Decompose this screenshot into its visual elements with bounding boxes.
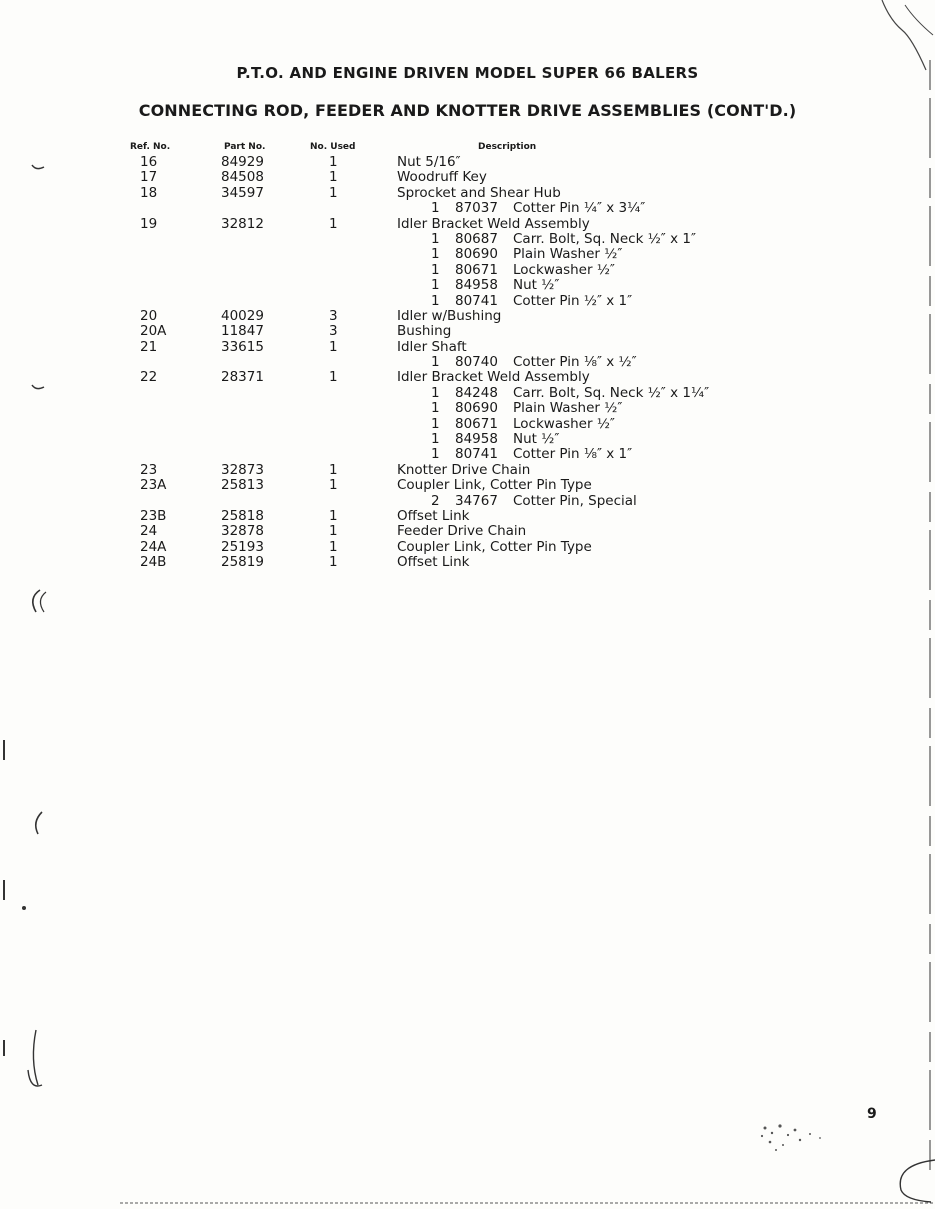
qty-used: 3 xyxy=(329,307,338,324)
sub-parts-row xyxy=(0,432,935,447)
sub-part-no: 80741 xyxy=(455,446,498,463)
sub-qty: 1 xyxy=(431,384,440,401)
ref-no: 20 xyxy=(140,307,158,324)
sub-qty: 1 xyxy=(431,431,440,448)
ref-no: 21 xyxy=(140,338,158,355)
sub-qty: 2 xyxy=(431,492,440,509)
parts-row xyxy=(0,555,935,570)
page-curl xyxy=(905,5,933,35)
sub-description: Cotter Pin ⅛″ x 1″ xyxy=(513,446,633,463)
sub-part-no: 80690 xyxy=(455,400,498,417)
parts-row xyxy=(0,478,935,493)
sub-description: Carr. Bolt, Sq. Neck ½″ x 1¼″ xyxy=(513,384,710,401)
qty-used: 1 xyxy=(329,538,338,555)
description: Bushing xyxy=(397,323,452,340)
sub-description: Plain Washer ½″ xyxy=(513,400,623,417)
qty-used: 1 xyxy=(329,477,338,494)
qty-used: 3 xyxy=(329,323,338,340)
sub-part-no: 34767 xyxy=(455,492,498,509)
sub-part-no: 80687 xyxy=(455,230,498,247)
header-part-no: Part No. xyxy=(224,142,266,152)
qty-used: 1 xyxy=(329,461,338,478)
part-no: 25193 xyxy=(221,538,264,555)
hole-mark xyxy=(36,812,42,834)
part-no: 32812 xyxy=(221,215,264,232)
parts-row xyxy=(0,155,935,170)
sub-parts-row xyxy=(0,355,935,370)
sub-parts-row xyxy=(0,294,935,309)
sub-qty: 1 xyxy=(431,230,440,247)
part-no: 40029 xyxy=(221,307,264,324)
ref-no: 20A xyxy=(140,323,167,340)
parts-row xyxy=(0,540,935,555)
sub-part-no: 80740 xyxy=(455,354,498,371)
sub-qty: 1 xyxy=(431,261,440,278)
header-ref-no: Ref. No. xyxy=(130,142,171,152)
page-number: 9 xyxy=(867,1106,877,1122)
qty-used: 1 xyxy=(329,369,338,386)
qty-used: 1 xyxy=(329,338,338,355)
sub-part-no: 80671 xyxy=(455,261,498,278)
description: Woodruff Key xyxy=(397,169,487,186)
sub-qty: 1 xyxy=(431,277,440,294)
part-no: 34597 xyxy=(221,184,264,201)
ref-no: 17 xyxy=(140,169,158,186)
sub-parts-row xyxy=(0,447,935,462)
sub-description: Carr. Bolt, Sq. Neck ½″ x 1″ xyxy=(513,230,697,247)
part-no: 32873 xyxy=(221,461,264,478)
sub-parts-row xyxy=(0,417,935,432)
hole-mark xyxy=(40,592,46,612)
ref-no: 19 xyxy=(140,215,158,232)
description: Knotter Drive Chain xyxy=(397,461,531,478)
description: Offset Link xyxy=(397,507,470,524)
qty-used: 1 xyxy=(329,184,338,201)
sub-parts-row xyxy=(0,401,935,416)
sub-parts-row xyxy=(0,278,935,293)
page-curl xyxy=(882,0,926,70)
qty-used: 1 xyxy=(329,523,338,540)
qty-used: 1 xyxy=(329,169,338,186)
sub-part-no: 84248 xyxy=(455,384,498,401)
sub-description: Lockwasher ½″ xyxy=(513,261,615,278)
qty-used: 1 xyxy=(329,154,338,170)
parts-row xyxy=(0,340,935,355)
hole-mark xyxy=(33,590,40,612)
page-title: P.T.O. AND ENGINE DRIVEN MODEL SUPER 66 BALERS xyxy=(236,64,699,82)
description: Nut 5/16″ xyxy=(397,154,461,170)
sub-parts-row xyxy=(0,386,935,401)
description: Idler Bracket Weld Assembly xyxy=(397,215,590,232)
part-no: 25818 xyxy=(221,507,264,524)
header-description: Description xyxy=(478,142,537,152)
sub-part-no: 80741 xyxy=(455,292,498,309)
sub-description: Nut ½″ xyxy=(513,431,560,448)
sub-part-no: 84958 xyxy=(455,277,498,294)
qty-used: 1 xyxy=(329,554,338,571)
parts-row xyxy=(0,524,935,539)
parts-row xyxy=(0,309,935,324)
ref-no: 23 xyxy=(140,461,158,478)
parts-row xyxy=(0,509,935,524)
part-no: 28371 xyxy=(221,369,264,386)
description: Coupler Link, Cotter Pin Type xyxy=(397,538,592,555)
parts-row xyxy=(0,370,935,385)
smudge xyxy=(761,1124,821,1151)
hole-mark xyxy=(33,1030,38,1085)
sub-qty: 1 xyxy=(431,246,440,263)
sub-qty: 1 xyxy=(431,400,440,417)
description: Idler Bracket Weld Assembly xyxy=(397,369,590,386)
ref-no: 24 xyxy=(140,523,158,540)
part-no: 25813 xyxy=(221,477,264,494)
parts-row xyxy=(0,463,935,478)
sub-qty: 1 xyxy=(431,354,440,371)
sub-description: Cotter Pin, Special xyxy=(513,492,637,509)
description: Idler Shaft xyxy=(397,338,467,355)
parts-list xyxy=(0,155,935,571)
sub-qty: 1 xyxy=(431,292,440,309)
parts-row xyxy=(0,170,935,185)
part-no: 25819 xyxy=(221,554,264,571)
header-no-used: No. Used xyxy=(310,142,356,152)
sub-qty: 1 xyxy=(431,446,440,463)
ref-no: 24B xyxy=(140,554,167,571)
ref-no: 18 xyxy=(140,184,158,201)
sub-qty: 1 xyxy=(431,200,440,217)
part-no: 33615 xyxy=(221,338,264,355)
parts-row xyxy=(0,217,935,232)
part-no: 84508 xyxy=(221,169,264,186)
sub-part-no: 80690 xyxy=(455,246,498,263)
ref-no: 24A xyxy=(140,538,167,555)
parts-row xyxy=(0,324,935,339)
sub-parts-row xyxy=(0,201,935,216)
qty-used: 1 xyxy=(329,215,338,232)
part-no: 11847 xyxy=(221,323,264,340)
sub-description: Lockwasher ½″ xyxy=(513,415,615,432)
sub-description: Cotter Pin ⅛″ x ½″ xyxy=(513,354,637,371)
sub-description: Nut ½″ xyxy=(513,277,560,294)
speck xyxy=(22,906,26,910)
description: Offset Link xyxy=(397,554,470,571)
sub-description: Plain Washer ½″ xyxy=(513,246,623,263)
part-no: 32878 xyxy=(221,523,264,540)
description: Feeder Drive Chain xyxy=(397,523,527,540)
sub-part-no: 80671 xyxy=(455,415,498,432)
sub-description: Cotter Pin ¼″ x 3¼″ xyxy=(513,200,646,217)
qty-used: 1 xyxy=(329,507,338,524)
sub-qty: 1 xyxy=(431,415,440,432)
ref-no: 16 xyxy=(140,154,158,170)
section-subtitle: CONNECTING ROD, FEEDER AND KNOTTER DRIVE ASSEMBLIES (CONT'D.) xyxy=(138,101,797,120)
sub-parts-row xyxy=(0,263,935,278)
sub-parts-row xyxy=(0,232,935,247)
parts-row xyxy=(0,186,935,201)
sub-part-no: 87037 xyxy=(455,200,498,217)
sub-description: Cotter Pin ½″ x 1″ xyxy=(513,292,633,309)
description: Coupler Link, Cotter Pin Type xyxy=(397,477,592,494)
ref-no: 23B xyxy=(140,507,167,524)
ref-no: 22 xyxy=(140,369,158,386)
sub-parts-row xyxy=(0,247,935,262)
sub-parts-row xyxy=(0,494,935,509)
part-no: 84929 xyxy=(221,154,264,170)
description: Idler w/Bushing xyxy=(397,307,502,324)
sub-part-no: 84958 xyxy=(455,431,498,448)
description: Sprocket and Shear Hub xyxy=(397,184,561,201)
ref-no: 23A xyxy=(140,477,167,494)
